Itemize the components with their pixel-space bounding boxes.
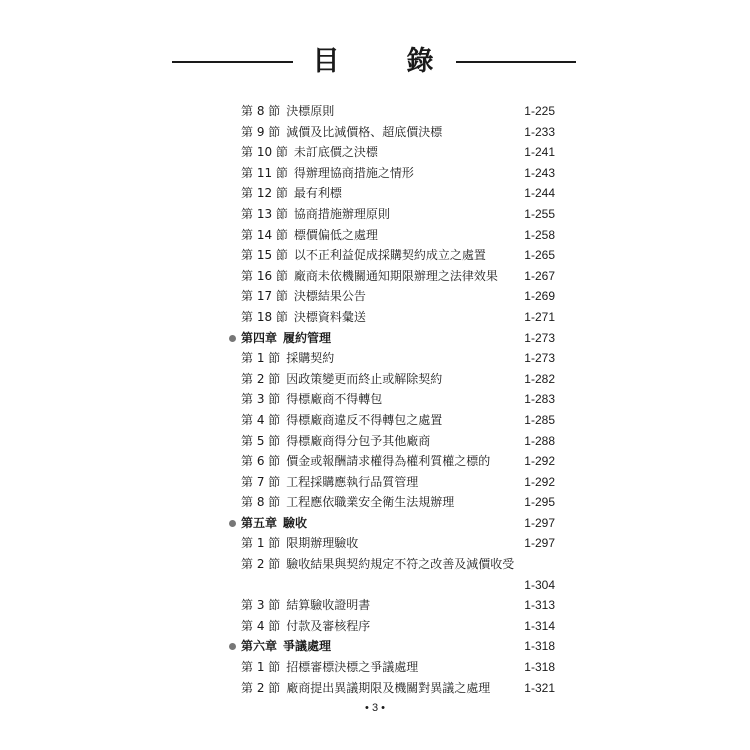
toc-entry-heading [241, 533, 358, 554]
toc-entry-row [0, 183, 750, 204]
toc-entry-title: 減價及比減價格、超底價決標 [286, 124, 443, 139]
toc-entry-row [0, 142, 750, 163]
toc-entry-row [0, 348, 750, 369]
toc-entry-page: 1-313 [524, 598, 555, 613]
toc-entry-page: 1-285 [524, 412, 555, 427]
toc-entry-heading [241, 245, 486, 266]
toc-entry-title: 以不正利益促成採購契約成立之處置 [293, 248, 486, 263]
toc-entry-title: 決標結果公告 [293, 289, 366, 304]
toc-entry-heading [241, 183, 342, 204]
toc-entry-title: 標價偏低之處理 [293, 227, 378, 242]
toc-entry-title: 得辦理協商措施之情形 [293, 165, 414, 180]
toc-entry-label: 第 4 節 [241, 618, 281, 633]
toc-entry-page: 1-292 [524, 454, 555, 469]
toc-entry-title: 履約管理 [283, 330, 332, 345]
toc-entry-label: 第 10 節 [241, 145, 288, 160]
toc-entry-heading [241, 472, 418, 493]
toc-entry-label: 第 2 節 [241, 371, 281, 386]
toc-entry-heading [241, 636, 331, 657]
toc-entry-heading [241, 513, 307, 534]
toc-entry-heading [241, 554, 514, 575]
toc-entry-label: 第 15 節 [241, 248, 288, 263]
toc-entry-heading [241, 389, 382, 410]
toc-entry-heading [241, 410, 442, 431]
toc-entry-row [0, 492, 750, 513]
toc-chapter-row [0, 636, 750, 657]
toc-entry-page: 1-241 [524, 145, 555, 160]
toc-entry-row [0, 122, 750, 143]
toc-entry-label: 第 5 節 [241, 433, 281, 448]
chapter-bullet-icon [229, 643, 236, 650]
toc-entry-label: 第 11 節 [241, 165, 288, 180]
toc-entry-title: 決標原則 [286, 104, 335, 118]
toc-entry-page: 1-243 [524, 165, 555, 180]
toc-entry-label: 第四章 [241, 330, 278, 345]
toc-entry-page: 1-314 [524, 618, 555, 633]
toc-entry-heading [241, 451, 490, 472]
toc-entry-row [0, 410, 750, 431]
toc-entry-label: 第 1 節 [241, 536, 281, 551]
toc-entry-page: 1-265 [524, 248, 555, 263]
toc-entry-title: 廠商提出異議期限及機關對異議之處理 [286, 680, 491, 695]
toc-entry-row [0, 163, 750, 184]
toc-entry-page: 1-282 [524, 371, 555, 386]
toc-entry-page: 1-273 [524, 351, 555, 366]
toc-entry-heading [241, 348, 334, 369]
toc-entry-title: 採購契約 [286, 351, 335, 366]
toc-entry-heading [241, 492, 454, 513]
toc-entry-row [0, 389, 750, 410]
toc-entry-label: 第 3 節 [241, 598, 281, 613]
toc-entry-heading [241, 328, 331, 349]
toc-entry-label: 第 8 節 [241, 495, 281, 510]
toc-entry-label: 第 4 節 [241, 412, 281, 427]
toc-entry-page: 1-233 [524, 124, 555, 139]
toc-entry-heading [241, 678, 490, 699]
toc-entry-title: 驗收 [283, 515, 308, 530]
toc-entry-label: 第 14 節 [241, 227, 288, 242]
toc-chapter-row [0, 513, 750, 534]
toc-entry-heading [241, 616, 370, 637]
toc-entry-heading [241, 657, 418, 678]
toc-entry-page: 1-244 [524, 186, 555, 201]
toc-entry-row [0, 554, 750, 575]
toc-entry-heading [241, 122, 442, 143]
toc-entry-title: 未訂底價之決標 [293, 145, 378, 160]
toc-entry-title: 爭議處理 [283, 639, 332, 654]
toc-entry-row [0, 431, 750, 452]
toc-entry-title: 廠商未依機關通知期限辦理之法律效果 [293, 268, 498, 283]
toc-entry-page: 1-269 [524, 289, 555, 304]
toc-entry-heading [241, 595, 370, 616]
toc-entry-page: 1-288 [524, 433, 555, 448]
toc-entry-row [0, 595, 750, 616]
toc-entry-row [0, 472, 750, 493]
toc-entry-label: 第 2 節 [241, 680, 281, 695]
toc-entry-row [0, 678, 750, 699]
toc-entry-label: 第 13 節 [241, 206, 288, 221]
toc-entry-row [0, 101, 750, 122]
toc-entry-page: 1-321 [524, 680, 555, 695]
toc-entry-title: 招標審標決標之爭議處理 [286, 660, 419, 675]
toc-entry-row [0, 533, 750, 554]
toc-entry-row [0, 451, 750, 472]
toc-entry-label: 第 1 節 [241, 660, 281, 675]
toc-entry-heading [241, 286, 366, 307]
toc-entry-heading [241, 225, 378, 246]
toc-entry-label: 第 3 節 [241, 392, 281, 407]
toc-entry-label: 第 6 節 [241, 454, 281, 469]
toc-entry-label: 第 9 節 [241, 124, 281, 139]
toc-entry-page: 1-292 [524, 474, 555, 489]
chapter-bullet-icon [229, 520, 236, 527]
toc-entry-label: 第 8 節 [241, 104, 281, 118]
toc-entry-title: 工程採購應執行品質管理 [286, 474, 419, 489]
toc-entry-heading [241, 266, 498, 287]
toc-entry-page: 1-297 [524, 515, 555, 530]
toc-entry-row [0, 245, 750, 266]
toc-entry-title: 驗收結果與契約規定不符之改善及減價收受 [286, 557, 515, 572]
table-of-contents [0, 101, 750, 698]
toc-entry-heading [241, 204, 390, 225]
toc-entry-title: 價金或報酬請求權得為權利質權之標的 [286, 454, 491, 469]
toc-entry-page: 1-318 [524, 660, 555, 675]
toc-entry-page: 1-304 [524, 577, 555, 592]
toc-entry-heading [241, 431, 430, 452]
toc-entry-label: 第 17 節 [241, 289, 288, 304]
toc-entry-title: 工程應依職業安全衛生法規辦理 [286, 495, 455, 510]
toc-entry-title: 最有利標 [293, 186, 342, 201]
toc-entry-title: 得標廠商違反不得轉包之處置 [286, 412, 443, 427]
toc-entry-row [0, 657, 750, 678]
toc-entry-row [0, 286, 750, 307]
toc-entry-row [0, 616, 750, 637]
toc-header [172, 44, 576, 80]
toc-chapter-row [0, 328, 750, 349]
toc-entry-page: 1-297 [524, 536, 555, 551]
page-title: 目 錄 [312, 46, 454, 77]
toc-entry-row [0, 204, 750, 225]
toc-entry-page: 1-267 [524, 268, 555, 283]
toc-entry-label: 第 1 節 [241, 351, 281, 366]
toc-entry-title: 協商措施辦理原則 [293, 206, 390, 221]
toc-entry-label: 第 2 節 [241, 557, 281, 572]
toc-entry-heading [241, 307, 366, 328]
toc-entry-page: 1-271 [524, 309, 555, 324]
toc-entry-label: 第 16 節 [241, 268, 288, 283]
toc-entry-label: 第 12 節 [241, 186, 288, 201]
toc-entry-label: 第六章 [241, 639, 278, 654]
toc-entry-title: 付款及審核程序 [286, 618, 371, 633]
toc-entry-heading [241, 101, 334, 122]
toc-entry-title: 得標廠商得分包予其他廠商 [286, 433, 431, 448]
toc-entry-page: 1-318 [524, 639, 555, 654]
toc-entry-row [0, 266, 750, 287]
toc-entry-heading [241, 142, 378, 163]
toc-entry-title: 得標廠商不得轉包 [286, 392, 383, 407]
header-rule-right [456, 61, 577, 63]
toc-entry-heading [241, 369, 442, 390]
toc-entry-heading [241, 163, 414, 184]
toc-entry-row [0, 225, 750, 246]
toc-entry-row [0, 307, 750, 328]
toc-entry-label: 第 7 節 [241, 474, 281, 489]
toc-entry-page: 1-273 [524, 330, 555, 345]
toc-entry-page: 1-295 [524, 495, 555, 510]
toc-entry-title: 決標資料彙送 [293, 309, 366, 324]
toc-entry-page: 1-225 [524, 104, 555, 118]
toc-entry-label: 第 18 節 [241, 309, 288, 324]
header-rule-left [172, 61, 293, 63]
chapter-bullet-icon [229, 335, 236, 342]
toc-entry-title: 結算驗收證明書 [286, 598, 371, 613]
toc-entry-title: 限期辦理驗收 [286, 536, 359, 551]
toc-entry-page: 1-255 [524, 206, 555, 221]
toc-entry-row [0, 575, 750, 596]
toc-entry-row [0, 369, 750, 390]
toc-entry-page: 1-283 [524, 392, 555, 407]
toc-entry-label: 第五章 [241, 515, 278, 530]
toc-entry-title: 因政策變更而終止或解除契約 [286, 371, 443, 386]
page-number: • 3 • [365, 702, 385, 714]
toc-entry-page: 1-258 [524, 227, 555, 242]
